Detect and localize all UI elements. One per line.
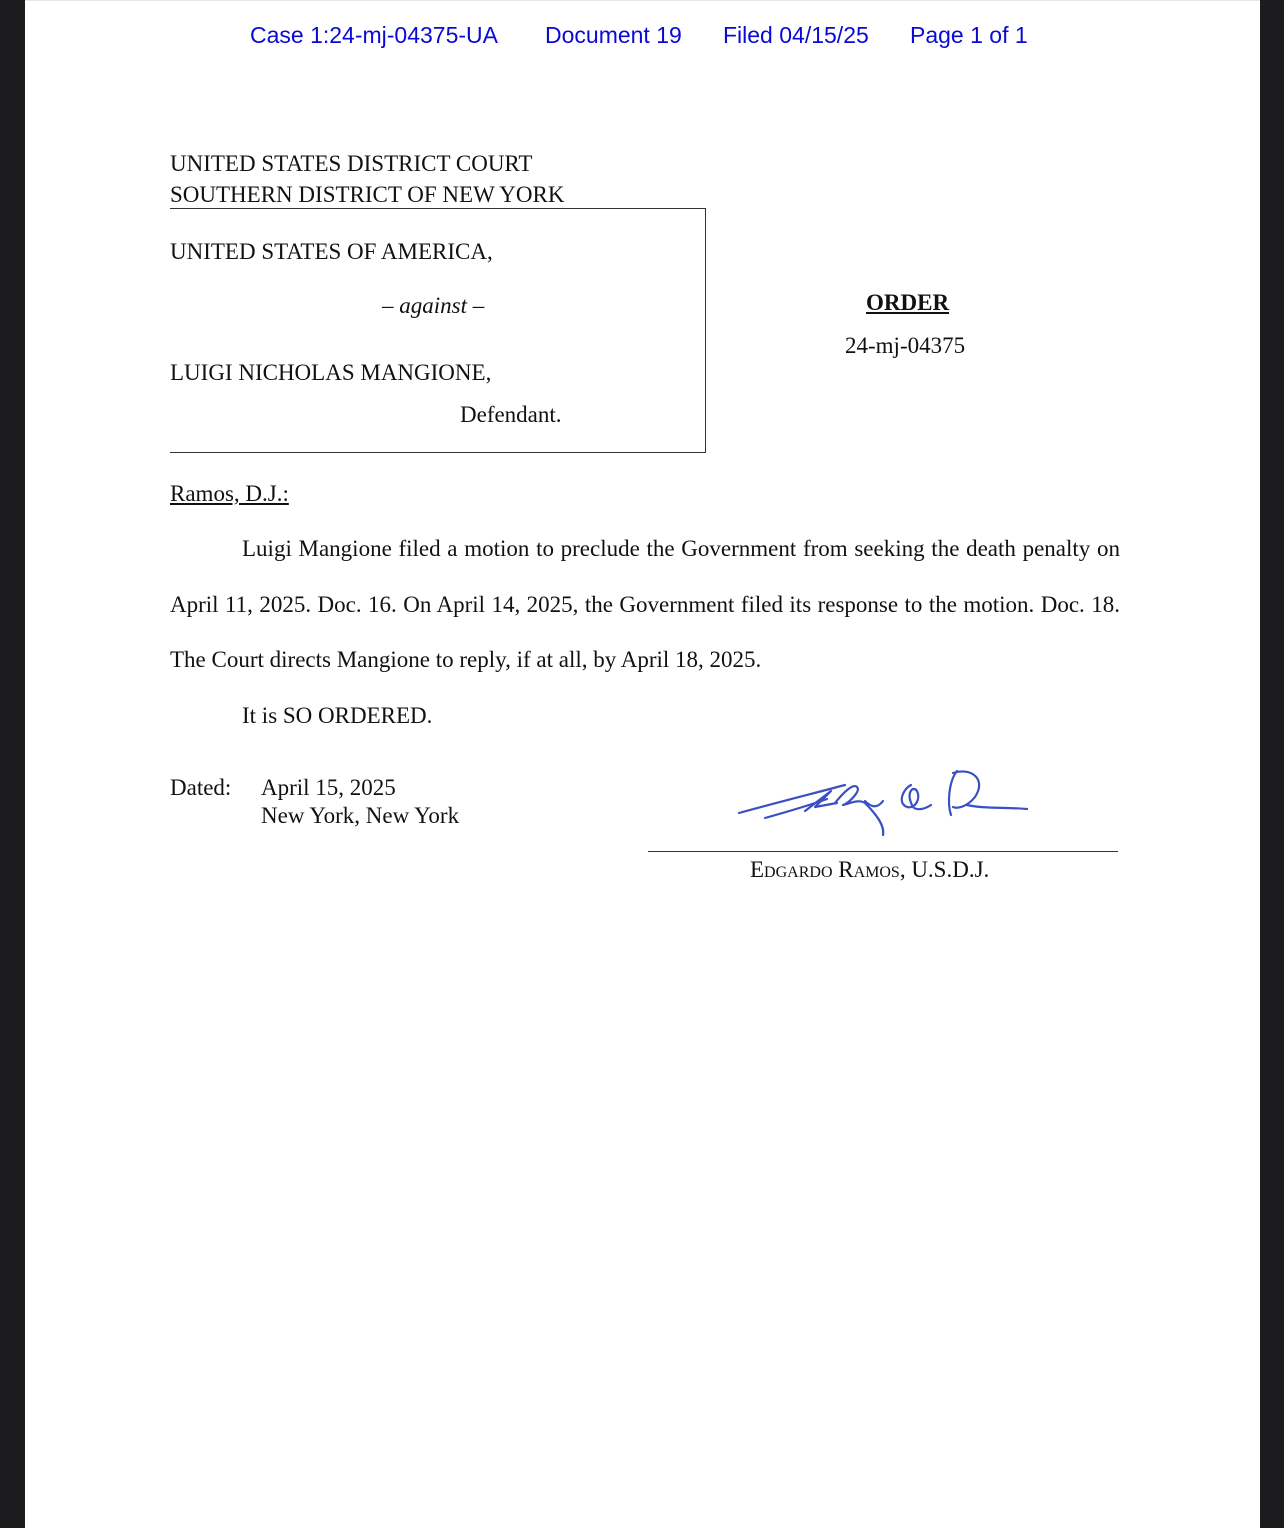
order-body: [170, 521, 1120, 688]
judge-abbreviation: Ramos, D.J.:: [170, 481, 289, 506]
dated-label: Dated:: [170, 775, 232, 800]
judge-signature-name: Edgardo Ramos, U.S.D.J.: [750, 857, 990, 882]
dated-place: New York, New York: [261, 803, 460, 828]
order-docket-number: 24-mj-04375: [845, 333, 966, 358]
handwritten-signature-icon: [735, 763, 1035, 843]
order-paragraph: Luigi Mangione filed a motion to preclude the Government from seeking the death penalty on April 11, 2025. Doc. 16. On April 14, 2025, the Government filed its response to the motion. Doc. 18. The Court directs Mangione to reply, if at all, by April 18, 2025.: [170, 536, 1120, 672]
header-case-number: Case 1:24-mj-04375-UA: [250, 22, 499, 48]
court-name-line2: SOUTHERN DISTRICT OF NEW YORK: [170, 182, 565, 207]
defendant-name: LUIGI NICHOLAS MANGIONE,: [170, 360, 492, 385]
so-ordered-text: It is SO ORDERED.: [242, 703, 433, 728]
versus-label: – against –: [382, 293, 485, 318]
plaintiff-name: UNITED STATES OF AMERICA,: [170, 239, 493, 264]
court-name-line1: UNITED STATES DISTRICT COURT: [170, 151, 533, 176]
header-filed-date: Filed 04/15/25: [723, 22, 869, 48]
dated-date: April 15, 2025: [261, 775, 396, 800]
document-page: [25, 0, 1260, 1528]
signature-line: [648, 851, 1118, 852]
case-caption: [170, 208, 706, 453]
defendant-role: Defendant.: [460, 402, 562, 427]
header-page-count: Page 1 of 1: [910, 22, 1028, 48]
order-title: ORDER: [866, 290, 950, 315]
court-name: [170, 148, 564, 210]
header-document-number: Document 19: [545, 22, 682, 48]
